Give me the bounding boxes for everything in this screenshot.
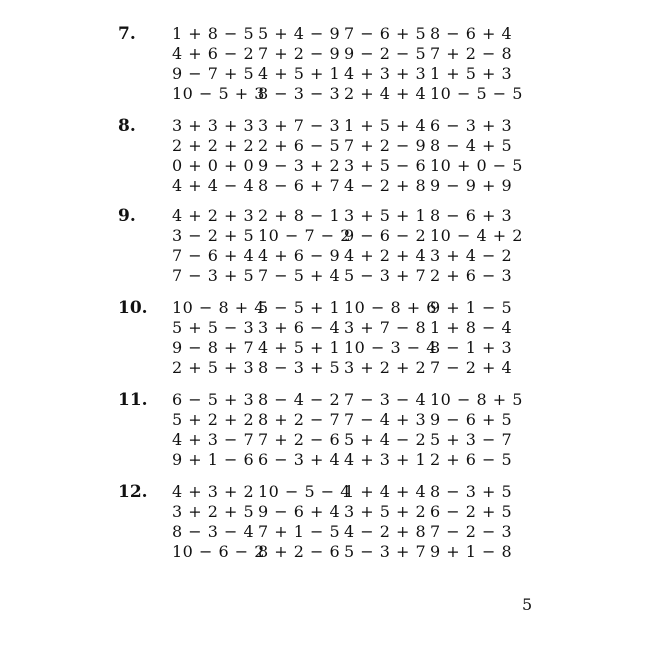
problem: 5 − 5 + 1 (258, 298, 341, 317)
problem: 6 − 3 + 4 (258, 450, 341, 469)
problem: 4 − 2 + 8 (344, 522, 427, 541)
problem: 4 + 5 + 1 (258, 338, 341, 357)
problem-row (172, 430, 532, 450)
exercise-number: 10. (118, 298, 148, 318)
problem: 10 − 8 + 5 (430, 390, 523, 409)
problem: 8 − 6 + 7 (258, 176, 341, 195)
problem: 5 + 4 − 9 (258, 24, 341, 43)
problem: 10 − 5 − 4 (258, 482, 351, 501)
problem: 9 − 8 + 7 (172, 338, 255, 357)
problem: 9 − 2 − 5 (344, 44, 427, 63)
problem: 6 − 2 + 5 (430, 502, 513, 521)
problem-row (172, 358, 532, 378)
problem: 4 + 4 − 4 (172, 176, 255, 195)
problem-row (172, 64, 532, 84)
problem: 3 − 2 + 5 (172, 226, 255, 245)
problem: 8 + 2 − 6 (258, 542, 341, 561)
problem: 9 − 9 + 9 (430, 176, 513, 195)
problem-row (172, 176, 532, 196)
problem: 3 + 4 − 2 (430, 246, 513, 265)
problem: 9 + 1 − 5 (430, 298, 513, 317)
problem: 9 − 6 + 5 (430, 410, 513, 429)
exercise-number: 9. (118, 206, 136, 226)
problem: 7 + 2 − 8 (430, 44, 513, 63)
problem: 4 + 6 − 9 (258, 246, 341, 265)
problem: 7 − 3 − 4 (344, 390, 427, 409)
problem: 8 − 6 + 4 (430, 24, 513, 43)
problem-row (172, 482, 532, 502)
problem: 8 − 1 + 3 (430, 338, 513, 357)
problem: 1 + 8 − 4 (430, 318, 513, 337)
problem-row (172, 522, 532, 542)
problem-grid (172, 206, 532, 286)
problem-row (172, 226, 532, 246)
problem: 8 + 2 − 7 (258, 410, 341, 429)
problem: 3 + 6 − 4 (258, 318, 341, 337)
problem: 4 + 2 + 3 (172, 206, 255, 225)
problem: 9 − 6 − 2 (344, 226, 427, 245)
problem: 4 + 2 + 4 (344, 246, 427, 265)
problem-row (172, 136, 532, 156)
problem: 3 + 2 + 2 (344, 358, 427, 377)
problem: 9 − 6 + 4 (258, 502, 341, 521)
problem-grid (172, 24, 532, 104)
problem: 5 − 3 + 7 (344, 266, 427, 285)
problem: 2 + 6 − 5 (430, 450, 513, 469)
problem: 2 + 8 − 1 (258, 206, 341, 225)
problem: 5 + 3 − 7 (430, 430, 513, 449)
exercise-number: 8. (118, 116, 136, 136)
problem: 7 − 5 + 4 (258, 266, 341, 285)
problem: 9 + 1 − 6 (172, 450, 255, 469)
problem: 10 − 3 − 4 (344, 338, 437, 357)
problem: 8 − 6 + 3 (430, 206, 513, 225)
problem: 7 + 2 − 6 (258, 430, 341, 449)
problem: 8 − 3 − 4 (172, 522, 255, 541)
problem: 4 + 5 + 1 (258, 64, 341, 83)
problem: 3 + 2 + 5 (172, 502, 255, 521)
problem-row (172, 502, 532, 522)
problem: 2 + 2 + 2 (172, 136, 255, 155)
problem-row (172, 390, 532, 410)
problem: 8 − 4 − 2 (258, 390, 341, 409)
problem: 8 − 3 − 3 (258, 84, 341, 103)
problem: 10 − 7 − 2 (258, 226, 351, 245)
problem-row (172, 338, 532, 358)
problem: 3 + 5 − 6 (344, 156, 427, 175)
problem: 7 + 2 − 9 (344, 136, 427, 155)
problem: 3 + 5 + 2 (344, 502, 427, 521)
problem: 7 + 1 − 5 (258, 522, 341, 541)
exercise-number: 11. (118, 390, 148, 410)
problem-grid (172, 390, 532, 470)
problem: 1 + 5 + 3 (430, 64, 513, 83)
problem-row (172, 318, 532, 338)
problem-row (172, 44, 532, 64)
problem: 4 + 3 + 1 (344, 450, 427, 469)
problem: 2 + 4 + 4 (344, 84, 427, 103)
problem: 7 − 6 + 4 (172, 246, 255, 265)
problem: 9 − 7 + 5 (172, 64, 255, 83)
problem-row (172, 24, 532, 44)
problem: 5 + 4 − 2 (344, 430, 427, 449)
problem: 10 − 8 + 6 (344, 298, 437, 317)
problem: 5 − 3 + 7 (344, 542, 427, 561)
problem: 7 − 3 + 5 (172, 266, 255, 285)
problem-row (172, 156, 532, 176)
problem-row (172, 410, 532, 430)
problem: 9 + 1 − 8 (430, 542, 513, 561)
problem: 10 − 5 − 5 (430, 84, 523, 103)
problem: 6 − 3 + 3 (430, 116, 513, 135)
problem: 4 + 6 − 2 (172, 44, 255, 63)
problem-row (172, 542, 532, 562)
problem-row (172, 246, 532, 266)
exercise-number: 7. (118, 24, 136, 44)
problem: 3 + 7 − 3 (258, 116, 341, 135)
problem: 7 − 2 + 4 (430, 358, 513, 377)
page-number: 5 (522, 595, 533, 614)
problem: 1 + 4 + 4 (344, 482, 427, 501)
problem: 10 − 5 + 3 (172, 84, 265, 103)
problem: 6 − 5 + 3 (172, 390, 255, 409)
problem: 2 + 5 + 3 (172, 358, 255, 377)
problem-row (172, 206, 532, 226)
problem: 8 − 4 + 5 (430, 136, 513, 155)
problem: 4 + 3 + 2 (172, 482, 255, 501)
problem: 10 + 0 − 5 (430, 156, 523, 175)
problem: 8 − 3 + 5 (430, 482, 513, 501)
problem: 4 − 2 + 8 (344, 176, 427, 195)
problem-row (172, 116, 532, 136)
problem: 7 − 6 + 5 (344, 24, 427, 43)
problem: 7 − 2 − 3 (430, 522, 513, 541)
problem-row (172, 450, 532, 470)
problem: 10 − 4 + 2 (430, 226, 523, 245)
problem-grid (172, 298, 532, 378)
problem: 2 + 6 − 3 (430, 266, 513, 285)
problem: 7 − 4 + 3 (344, 410, 427, 429)
problem: 5 + 2 + 2 (172, 410, 255, 429)
problem-row (172, 84, 532, 104)
problem: 4 + 3 + 3 (344, 64, 427, 83)
problem-row (172, 298, 532, 318)
problem: 3 + 5 + 1 (344, 206, 427, 225)
problem: 10 − 6 − 2 (172, 542, 265, 561)
problem-grid (172, 116, 532, 196)
problem: 2 + 6 − 5 (258, 136, 341, 155)
problem: 5 + 5 − 3 (172, 318, 255, 337)
problem: 4 + 3 − 7 (172, 430, 255, 449)
problem: 10 − 8 + 4 (172, 298, 265, 317)
problem: 0 + 0 + 0 (172, 156, 255, 175)
problem-row (172, 266, 532, 286)
problem: 9 − 3 + 2 (258, 156, 341, 175)
problem: 7 + 2 − 9 (258, 44, 341, 63)
problem: 3 + 7 − 8 (344, 318, 427, 337)
problem: 3 + 3 + 3 (172, 116, 255, 135)
problem: 8 − 3 + 5 (258, 358, 341, 377)
problem: 1 + 5 + 4 (344, 116, 427, 135)
problem: 1 + 8 − 5 (172, 24, 255, 43)
problem-grid (172, 482, 532, 562)
exercise-number: 12. (118, 482, 148, 502)
